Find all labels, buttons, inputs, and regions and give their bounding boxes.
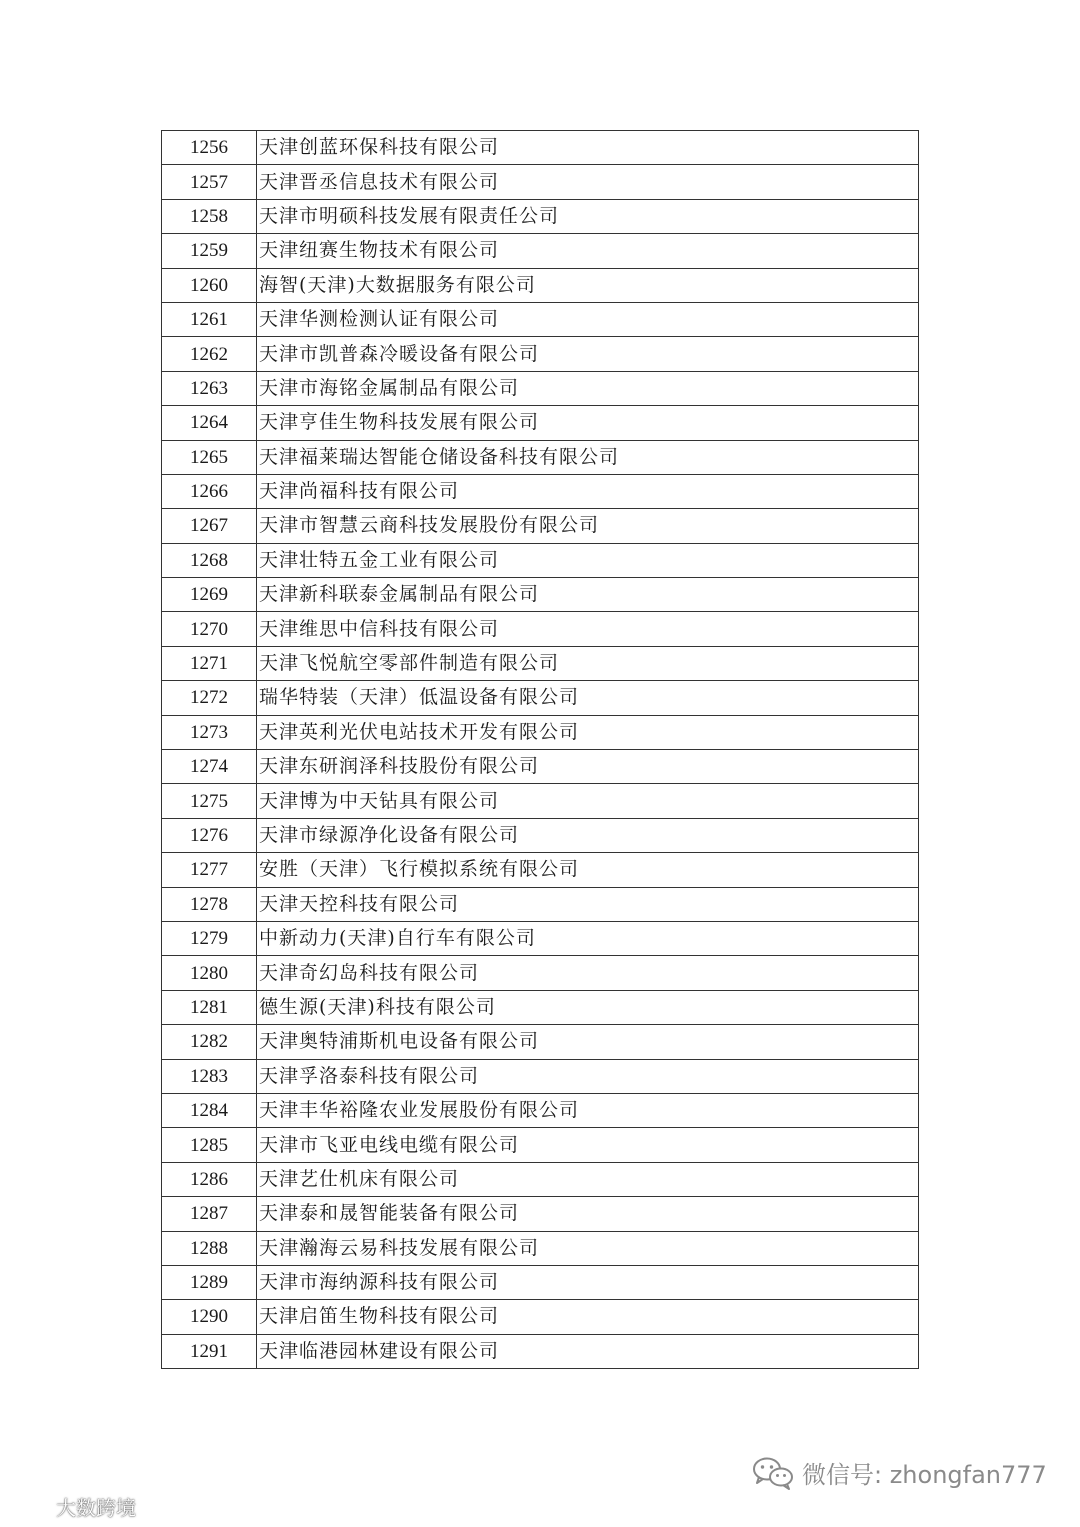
company-name: 天津孚洛泰科技有限公司 (257, 1059, 919, 1093)
row-number: 1281 (162, 990, 257, 1024)
table-row (162, 199, 919, 233)
company-name: 天津市明硕科技发展有限责任公司 (257, 199, 919, 233)
company-name: 天津艺仕机床有限公司 (257, 1162, 919, 1196)
table-row (162, 715, 919, 749)
table-row (162, 1231, 919, 1265)
table-row (162, 509, 919, 543)
table-row (162, 1059, 919, 1093)
row-number: 1289 (162, 1265, 257, 1299)
table-row (162, 750, 919, 784)
table-row (162, 1334, 919, 1368)
table-row (162, 131, 919, 165)
row-number: 1257 (162, 165, 257, 199)
row-number: 1272 (162, 681, 257, 715)
row-number: 1277 (162, 853, 257, 887)
company-name: 瑞华特装（天津）低温设备有限公司 (257, 681, 919, 715)
row-number: 1276 (162, 818, 257, 852)
table-row (162, 887, 919, 921)
company-name: 天津启笛生物科技有限公司 (257, 1300, 919, 1334)
company-name: 天津纽赛生物技术有限公司 (257, 234, 919, 268)
company-name: 天津市智慧云商科技发展股份有限公司 (257, 509, 919, 543)
company-name: 天津东研润泽科技股份有限公司 (257, 750, 919, 784)
row-number: 1290 (162, 1300, 257, 1334)
table-row (162, 612, 919, 646)
table-row (162, 784, 919, 818)
row-number: 1273 (162, 715, 257, 749)
company-list-body (162, 131, 919, 1369)
table-row (162, 165, 919, 199)
company-name: 天津临港园林建设有限公司 (257, 1334, 919, 1368)
wechat-watermark (752, 1455, 1047, 1490)
company-name: 天津晋丞信息技术有限公司 (257, 165, 919, 199)
row-number: 1278 (162, 887, 257, 921)
table-row (162, 1162, 919, 1196)
company-name: 天津市海铭金属制品有限公司 (257, 371, 919, 405)
row-number: 1264 (162, 406, 257, 440)
row-number: 1282 (162, 1025, 257, 1059)
table-row (162, 681, 919, 715)
table-row (162, 1093, 919, 1127)
table-row (162, 302, 919, 336)
table-row (162, 853, 919, 887)
company-name: 天津奥特浦斯机电设备有限公司 (257, 1025, 919, 1059)
row-number: 1275 (162, 784, 257, 818)
table-row (162, 543, 919, 577)
weibo-logo-icon (6, 1495, 52, 1519)
table-row (162, 956, 919, 990)
row-number: 1256 (162, 131, 257, 165)
company-name: 天津壮特五金工业有限公司 (257, 543, 919, 577)
row-number: 1285 (162, 1128, 257, 1162)
row-number: 1286 (162, 1162, 257, 1196)
row-number: 1267 (162, 509, 257, 543)
table-row (162, 921, 919, 955)
table-row (162, 337, 919, 371)
company-name: 天津华测检测认证有限公司 (257, 302, 919, 336)
company-name: 天津瀚海云易科技发展有限公司 (257, 1231, 919, 1265)
row-number: 1284 (162, 1093, 257, 1127)
company-name: 天津天控科技有限公司 (257, 887, 919, 921)
table-row (162, 1197, 919, 1231)
row-number: 1260 (162, 268, 257, 302)
company-name: 天津亨佳生物科技发展有限公司 (257, 406, 919, 440)
company-name: 天津新科联泰金属制品有限公司 (257, 578, 919, 612)
company-list-table (161, 130, 919, 1369)
row-number: 1266 (162, 474, 257, 508)
table-row (162, 646, 919, 680)
company-name: 天津福莱瑞达智能仓储设备科技有限公司 (257, 440, 919, 474)
weibo-watermark-text: 大数跨境 (56, 1496, 136, 1520)
row-number: 1271 (162, 646, 257, 680)
row-number: 1279 (162, 921, 257, 955)
company-name: 海智(天津)大数据服务有限公司 (257, 268, 919, 302)
wechat-watermark-text: 微信号: zhongfan777 (802, 1461, 1047, 1489)
company-name: 中新动力(天津)自行车有限公司 (257, 921, 919, 955)
table-row (162, 1025, 919, 1059)
company-name: 天津博为中天钻具有限公司 (257, 784, 919, 818)
table-row (162, 818, 919, 852)
table-row (162, 406, 919, 440)
company-name: 安胜（天津）飞行模拟系统有限公司 (257, 853, 919, 887)
company-name: 天津维思中信科技有限公司 (257, 612, 919, 646)
row-number: 1280 (162, 956, 257, 990)
company-name: 天津市海纳源科技有限公司 (257, 1265, 919, 1299)
weibo-watermark (6, 1492, 136, 1521)
row-number: 1259 (162, 234, 257, 268)
row-number: 1268 (162, 543, 257, 577)
company-name: 天津市绿源净化设备有限公司 (257, 818, 919, 852)
row-number: 1258 (162, 199, 257, 233)
row-number: 1270 (162, 612, 257, 646)
company-name: 天津市凯普森冷暖设备有限公司 (257, 337, 919, 371)
company-name: 天津创蓝环保科技有限公司 (257, 131, 919, 165)
wechat-logo-icon (752, 1456, 794, 1490)
row-number: 1263 (162, 371, 257, 405)
table-row (162, 371, 919, 405)
company-name: 天津尚福科技有限公司 (257, 474, 919, 508)
row-number: 1288 (162, 1231, 257, 1265)
company-name: 天津飞悦航空零部件制造有限公司 (257, 646, 919, 680)
table-row (162, 234, 919, 268)
row-number: 1261 (162, 302, 257, 336)
table-row (162, 990, 919, 1024)
company-name: 天津奇幻岛科技有限公司 (257, 956, 919, 990)
table-row (162, 1128, 919, 1162)
table-row (162, 268, 919, 302)
table-row (162, 440, 919, 474)
row-number: 1269 (162, 578, 257, 612)
table-row (162, 474, 919, 508)
company-name: 天津市飞亚电线电缆有限公司 (257, 1128, 919, 1162)
row-number: 1287 (162, 1197, 257, 1231)
company-name: 天津泰和晟智能装备有限公司 (257, 1197, 919, 1231)
row-number: 1265 (162, 440, 257, 474)
company-name: 德生源(天津)科技有限公司 (257, 990, 919, 1024)
row-number: 1291 (162, 1334, 257, 1368)
row-number: 1262 (162, 337, 257, 371)
table-row (162, 1265, 919, 1299)
table-row (162, 578, 919, 612)
table-row (162, 1300, 919, 1334)
row-number: 1274 (162, 750, 257, 784)
company-name: 天津丰华裕隆农业发展股份有限公司 (257, 1093, 919, 1127)
company-name: 天津英利光伏电站技术开发有限公司 (257, 715, 919, 749)
row-number: 1283 (162, 1059, 257, 1093)
